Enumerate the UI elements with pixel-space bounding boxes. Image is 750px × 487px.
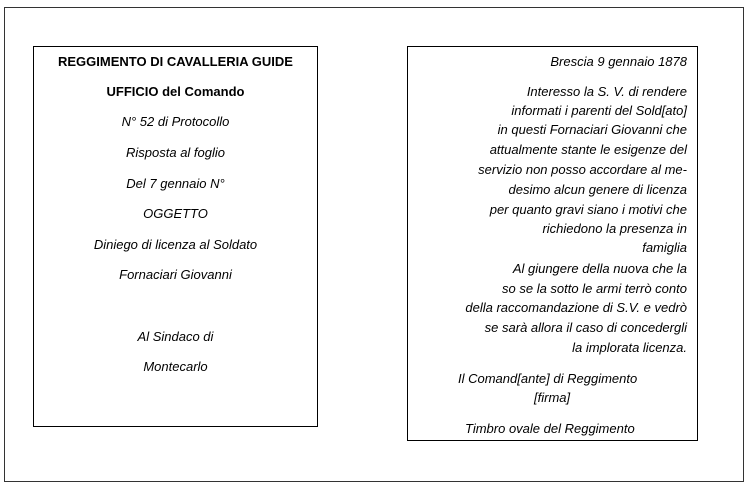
letterhead-panel [33, 46, 318, 427]
body-line: per quanto gravi siano i motivi che [489, 202, 687, 217]
body-line: richiedono la presenza in [542, 221, 687, 236]
reply-to: Risposta al foglio [126, 145, 225, 160]
body-line: attualmente stante le esigenze del [489, 142, 687, 157]
addressee-town: Montecarlo [143, 359, 208, 374]
body-line: servizio non posso accordare al me- [478, 162, 687, 177]
body-line: Interesso la S. V. di rendere [526, 84, 687, 99]
body-line: famiglia [642, 240, 687, 255]
body-line: so se la sotto le armi terrò conto [502, 281, 687, 296]
regiment-heading: REGGIMENTO DI CAVALLERIA GUIDE [58, 54, 293, 69]
subject-heading: OGGETTO [143, 206, 208, 221]
signature-title: Il Comand[ante] di Reggimento [458, 371, 638, 386]
body-line: informati i parenti del Sold[ato] [511, 103, 687, 118]
stamp-note: Timbro ovale del Reggimento [465, 421, 635, 436]
signature: [firma] [534, 390, 571, 405]
reference-date: Del 7 gennaio N° [126, 176, 225, 191]
subject-line: Diniego di licenza al Soldato [93, 237, 258, 252]
protocol-number: N° 52 di Protocollo [121, 114, 230, 129]
body-line: in questi Fornaciari Giovanni che [497, 122, 687, 137]
body-line: Al giungere della nuova che la [512, 261, 687, 276]
subject-name: Fornaciari Giovanni [119, 267, 232, 282]
letter-body-panel [407, 46, 698, 441]
office-heading: UFFICIO del Comando [106, 84, 245, 99]
body-line: se sarà allora il caso di concedergli [484, 320, 687, 335]
body-line: della raccomandazione di S.V. e vedrò [465, 300, 687, 315]
body-line: la implorata licenza. [572, 340, 687, 355]
addressee-line: Al Sindaco di [137, 329, 214, 344]
body-line: desimo alcun genere di licenza [508, 182, 687, 197]
letter-date: Brescia 9 gennaio 1878 [550, 54, 687, 69]
